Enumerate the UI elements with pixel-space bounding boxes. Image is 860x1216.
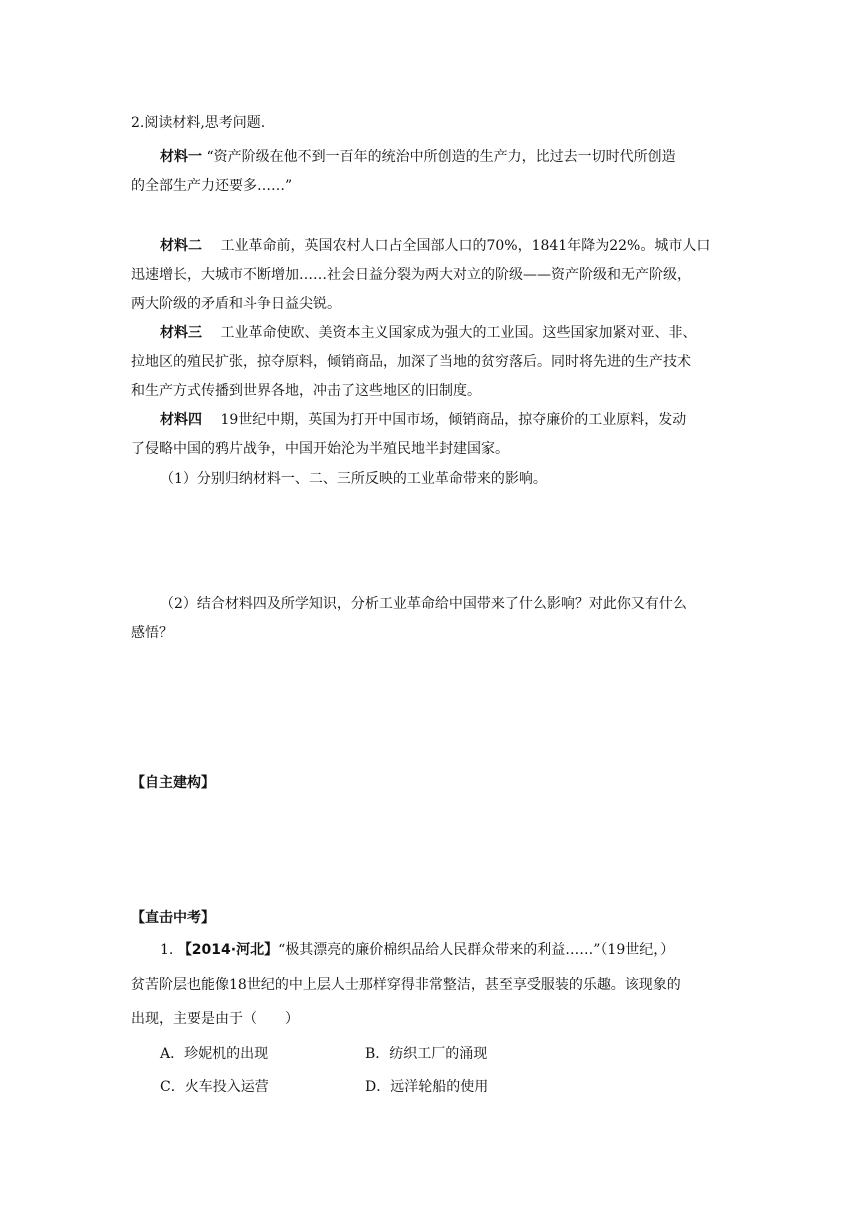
material-3-line-2: 拉地区的殖民扩张，掠夺原料，倾销商品，加深了当地的贫穷落后。同时将先进的生产技术	[131, 354, 691, 370]
material-4-label: 材料四	[160, 412, 202, 428]
exam-question-source: 【2014·河北】	[177, 942, 279, 958]
sub-question-2-line-1: （2）结合材料四及所学知识，分析工业革命给中国带来了什么影响？对此你又有什么	[160, 596, 687, 612]
material-3-text: 工业革命使欧、美资本主义国家成为强大的工业国。这些国家加紧对亚、非、	[220, 325, 697, 341]
material-3-line-1	[160, 323, 760, 343]
exam-question-text: “极其漂亮的廉价棉织品给人民群众带来的利益……”（19世纪，）	[278, 942, 675, 958]
material-1-line-2: 的全部生产力还要多……”	[131, 178, 293, 194]
material-1-label: 材料一	[160, 149, 202, 165]
options-row-2	[160, 1077, 760, 1097]
exam-question-1-line-3: 出现，主要是由于（ ）	[131, 1011, 299, 1027]
sub-question-1: （1）分别归纳材料一、二、三所反映的工业革命带来的影响。	[160, 471, 547, 487]
section-exam: 【直击中考】	[131, 910, 215, 926]
exam-question-1-line-2: 贫苦阶层也能像18世纪的中上层人士那样穿得非常整洁，甚至享受服装的乐趣。该现象的	[131, 977, 681, 993]
option-d: D．远洋轮船的使用	[365, 1079, 489, 1095]
material-2-line-3: 两大阶级的矛盾和斗争日益尖锐。	[131, 296, 341, 312]
option-a: A．珍妮机的出现	[160, 1046, 269, 1062]
material-3-label: 材料三	[160, 325, 202, 341]
sub-question-2-line-2: 感悟？	[131, 625, 173, 641]
option-b: B．纺织工厂的涌现	[365, 1046, 488, 1062]
question-2-title: 2.阅读材料,思考问题.	[131, 115, 266, 131]
material-2-line-1	[160, 236, 760, 256]
exam-question-number: 1.	[160, 942, 174, 958]
material-2-label: 材料二	[160, 238, 202, 254]
material-4-line-1	[160, 410, 760, 430]
material-1-line-1	[160, 147, 760, 167]
section-self-construct: 【自主建构】	[131, 775, 215, 791]
material-2-line-2: 迅速增长，大城市不断增加……社会日益分裂为两大对立的阶级——资产阶级和无产阶级，	[131, 267, 691, 283]
exam-question-1-line-1	[160, 940, 760, 960]
option-c: C．火车投入运营	[160, 1079, 269, 1095]
material-1-text: “资产阶级在他不到一百年的统治中所创造的生产力，比过去一切时代所创造	[206, 149, 676, 165]
material-4-line-2: 了侵略中国的鸦片战争，中国开始沦为半殖民地半封建国家。	[131, 441, 509, 457]
material-4-text: 19世纪中期，英国为打开中国市场，倾销商品，掠夺廉价的工业原料，发动	[220, 412, 687, 428]
options-row-1	[160, 1044, 760, 1064]
material-3-line-3: 和生产方式传播到世界各地，冲击了这些地区的旧制度。	[131, 383, 481, 399]
material-2-text: 工业革命前，英国农村人口占全国部人口的70%，1841年降为22%。城市人口	[220, 238, 711, 254]
